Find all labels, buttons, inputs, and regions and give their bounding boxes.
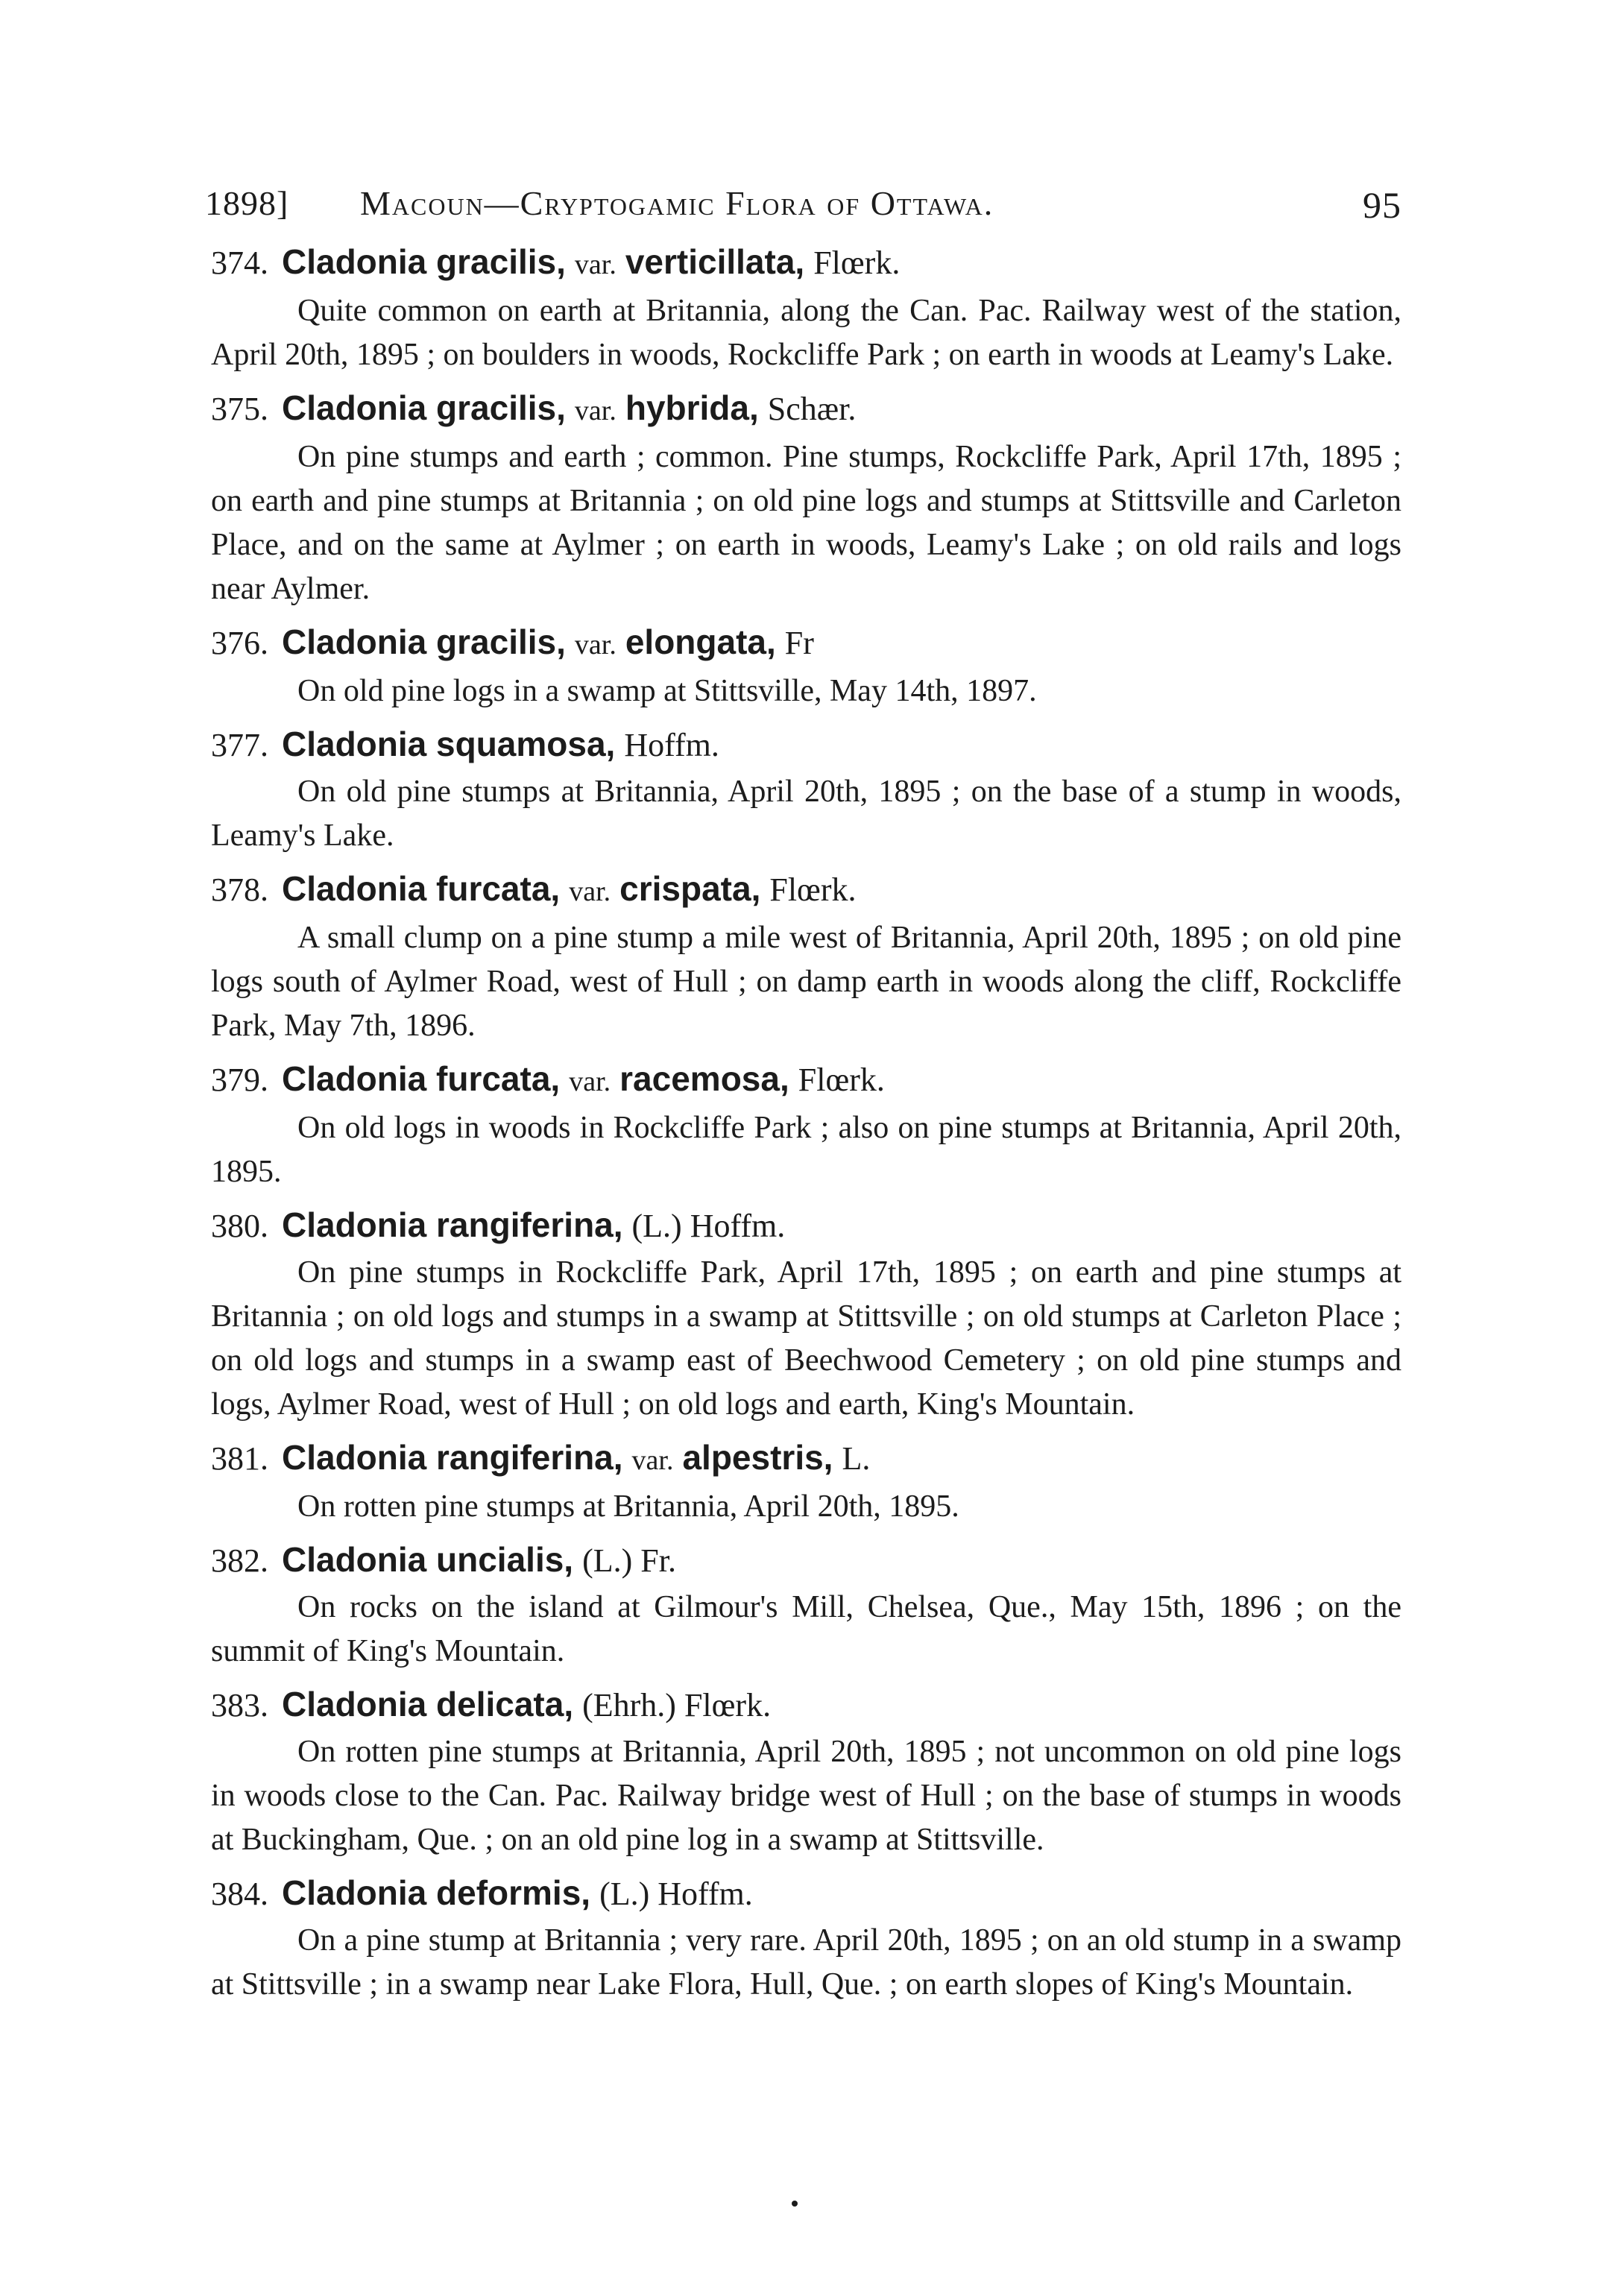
entry-heading [211, 864, 1401, 916]
species-name: Cladonia furcata, [282, 869, 561, 908]
entry-heading [211, 1680, 1401, 1730]
entry-heading [211, 617, 1401, 669]
species-entry [211, 1535, 1401, 1674]
entry-number: 376. [211, 625, 268, 661]
entry-heading [211, 237, 1401, 289]
entry-number: 377. [211, 727, 268, 763]
species-name: Cladonia rangiferina, [282, 1205, 623, 1244]
entry-text: On pine stumps in Rockcliffe Park, April 17th, 1895 ; on earth and pine stumps at Britannia ; on old logs and stumps in a swamp at Stittsville ; on old stumps at Carleton Place ; on old logs and stumps in a swamp east of Beechwood Cemetery ; on old pine stumps and logs, Aylmer Road, west of Hull ; on old logs and earth, King's Mountain. [211, 1255, 1401, 1422]
variety-label: var. [574, 395, 616, 426]
entry-text: On pine stumps and earth ; common. Pine stumps, Rockcliffe Park, April 17th, 1895 ; on earth and pine stumps at Britannia ; on old pine logs and stumps at Stittsville and Carleton Place, and on the same at Aylmer ; on earth in woods, Leamy's Lake ; on old rails and logs near Aylmer. [211, 440, 1401, 606]
entry-heading [211, 1200, 1401, 1251]
variety-name: alpestris, [682, 1438, 833, 1477]
variety-name: hybrida, [625, 388, 759, 427]
species-entry [211, 383, 1401, 611]
entry-number: 381. [211, 1440, 268, 1477]
entry-text: On rotten pine stumps at Britannia, April 20th, 1895 ; not uncommon on old pine logs in woods close to the Can. Pac. Railway bridge west of Hull ; on the base of stumps in woods at Buckingham, Que. ; on an old pine log in a swamp at Stittsville. [211, 1735, 1401, 1857]
header-year: 1898] [205, 184, 289, 222]
authority: Flœrk. [813, 245, 901, 281]
printer-dot-mark [792, 2201, 798, 2207]
entry-number: 379. [211, 1062, 268, 1098]
entry-heading [211, 1535, 1401, 1586]
variety-label: var. [574, 249, 616, 280]
entry-heading [211, 1433, 1401, 1485]
authority: (Ehrh.) Flœrk. [582, 1687, 772, 1723]
authority: Flœrk. [769, 871, 857, 908]
species-name: Cladonia gracilis, [282, 622, 566, 661]
entry-text: A small clump on a pine stump a mile west of Britannia, April 20th, 1895 ; on old pine logs south of Aylmer Road, west of Hull ; on damp earth in woods along the cliff, Rockcliffe Park, May 7th, 1896. [211, 921, 1401, 1043]
authority: (L.) Fr. [582, 1542, 676, 1579]
entry-heading [211, 719, 1401, 770]
species-name: Cladonia rangiferina, [282, 1438, 623, 1477]
species-entry [211, 617, 1401, 713]
entry-text: On old logs in woods in Rockcliffe Park ; also on pine stumps at Britannia, April 20th, 1895. [211, 1111, 1401, 1189]
species-entry [211, 1868, 1401, 2007]
running-header [205, 173, 1401, 233]
entry-heading [211, 383, 1401, 435]
species-name: Cladonia squamosa, [282, 725, 616, 763]
variety-name: verticillata, [625, 242, 805, 281]
species-entry [211, 1200, 1401, 1427]
entry-number: 380. [211, 1208, 268, 1244]
authority: Flœrk. [798, 1062, 885, 1098]
entry-text: On old pine stumps at Britannia, April 20th, 1895 ; on the base of a stump in woods, Leamy's Lake. [211, 775, 1401, 853]
page-number: 95 [1363, 184, 1401, 226]
authority: L. [842, 1440, 871, 1477]
entry-text: On old pine logs in a swamp at Stittsville, May 14th, 1897. [297, 674, 1037, 708]
variety-label: var. [574, 629, 616, 660]
entry-heading [211, 1054, 1401, 1106]
authority: Schær. [767, 391, 857, 427]
species-name: Cladonia gracilis, [282, 388, 566, 427]
authority: Fr [784, 625, 814, 661]
entry-number: 374. [211, 245, 268, 281]
species-name: Cladonia delicata, [282, 1685, 574, 1723]
authority: Hoffm. [624, 727, 719, 763]
species-entry [211, 719, 1401, 858]
entry-text: Quite common on earth at Britannia, along the Can. Pac. Railway west of the station, April 20th, 1895 ; on boulders in woods, Rockcliffe Park ; on earth in woods at Leamy's Lake. [211, 294, 1401, 372]
species-entry [211, 1433, 1401, 1529]
entry-text: On rocks on the island at Gilmour's Mill, Chelsea, Que., May 15th, 1896 ; on the summit of King's Mountain. [211, 1590, 1401, 1668]
header-title: Macoun—Cryptogamic Flora of Ottawa. [360, 184, 994, 222]
species-list [211, 237, 1401, 2013]
species-entry [211, 237, 1401, 377]
species-name: Cladonia gracilis, [282, 242, 566, 281]
species-entry [211, 864, 1401, 1048]
variety-label: var. [569, 876, 611, 907]
variety-name: racemosa, [619, 1059, 789, 1098]
authority: (L.) Hoffm. [599, 1876, 753, 1912]
species-entry [211, 1680, 1401, 1862]
entry-number: 383. [211, 1687, 268, 1723]
entry-heading [211, 1868, 1401, 1919]
entry-number: 384. [211, 1876, 268, 1912]
variety-label: var. [631, 1445, 674, 1476]
species-entry [211, 1054, 1401, 1194]
entry-text: On rotten pine stumps at Britannia, April 20th, 1895. [297, 1489, 959, 1524]
species-name: Cladonia deformis, [282, 1873, 591, 1912]
authority: (L.) Hoffm. [631, 1208, 786, 1244]
species-name: Cladonia uncialis, [282, 1540, 574, 1579]
species-name: Cladonia furcata, [282, 1059, 561, 1098]
entry-text: On a pine stump at Britannia ; very rare. April 20th, 1895 ; on an old stump in a swamp at Stittsville ; in a swamp near Lake Flora, Hull, Que. ; on earth slopes of King's Mountain. [211, 1923, 1401, 2002]
entry-number: 375. [211, 391, 268, 427]
variety-label: var. [569, 1066, 611, 1097]
entry-number: 378. [211, 871, 268, 908]
variety-name: crispata, [619, 869, 761, 908]
entry-number: 382. [211, 1542, 268, 1579]
variety-name: elongata, [625, 622, 776, 661]
